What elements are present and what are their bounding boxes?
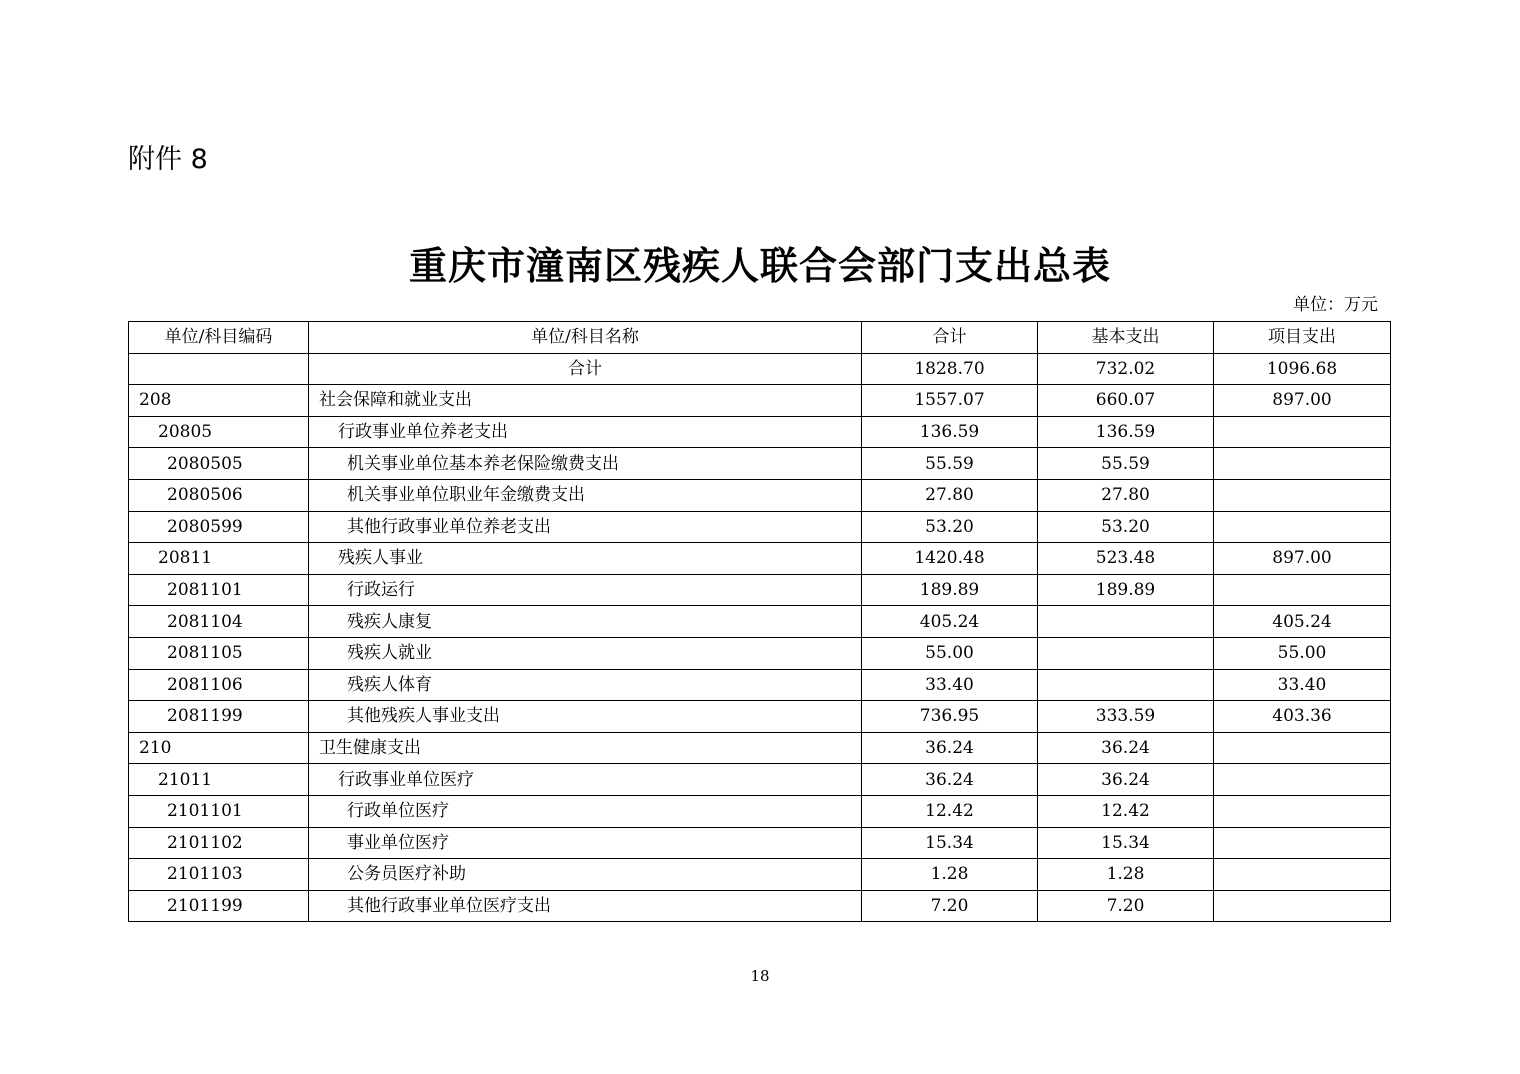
table-row [129,764,1391,796]
total-row-project: 1096.68 [1214,353,1391,385]
table-row [129,574,1391,606]
cell-code: 2101102 [129,827,309,859]
cell-project [1214,827,1391,859]
cell-total: 1.28 [862,859,1038,891]
total-row-total: 1828.70 [862,353,1038,385]
table-row [129,448,1391,480]
cell-name: 残疾人康复 [309,606,862,638]
table-row [129,385,1391,417]
header-basic: 基本支出 [1038,322,1214,354]
cell-basic: 1.28 [1038,859,1214,891]
table-row [129,511,1391,543]
cell-code: 2101199 [129,890,309,922]
cell-name: 卫生健康支出 [309,732,862,764]
cell-basic: 136.59 [1038,416,1214,448]
cell-code: 21011 [129,764,309,796]
cell-basic: 12.42 [1038,795,1214,827]
cell-project [1214,890,1391,922]
cell-project [1214,448,1391,480]
table-row [129,543,1391,575]
cell-basic: 15.34 [1038,827,1214,859]
cell-total: 136.59 [862,416,1038,448]
cell-code: 2080505 [129,448,309,480]
cell-total: 55.00 [862,637,1038,669]
cell-total: 15.34 [862,827,1038,859]
total-row-code [129,353,309,385]
cell-name: 行政事业单位医疗 [309,764,862,796]
cell-name: 机关事业单位职业年金缴费支出 [309,479,862,511]
cell-project: 403.36 [1214,701,1391,733]
document-title: 重庆市潼南区残疾人联合会部门支出总表 [408,243,1111,288]
cell-total: 736.95 [862,701,1038,733]
table-row [129,701,1391,733]
cell-name: 社会保障和就业支出 [309,385,862,417]
table-row [129,606,1391,638]
cell-total: 1557.07 [862,385,1038,417]
attachment-label: 附件 8 [128,144,208,175]
table-row [129,637,1391,669]
cell-project: 33.40 [1214,669,1391,701]
cell-name: 其他行政事业单位医疗支出 [309,890,862,922]
header-total: 合计 [862,322,1038,354]
cell-project: 897.00 [1214,543,1391,575]
cell-name: 事业单位医疗 [309,827,862,859]
cell-total: 7.20 [862,890,1038,922]
table-row [129,416,1391,448]
cell-code: 2081104 [129,606,309,638]
cell-basic: 7.20 [1038,890,1214,922]
cell-basic: 27.80 [1038,479,1214,511]
cell-basic: 660.07 [1038,385,1214,417]
cell-code: 2081199 [129,701,309,733]
table-row [129,479,1391,511]
cell-total: 36.24 [862,732,1038,764]
cell-total: 1420.48 [862,543,1038,575]
header-project: 项目支出 [1214,322,1391,354]
cell-total: 36.24 [862,764,1038,796]
page-number: 18 [750,967,770,985]
cell-name: 行政单位医疗 [309,795,862,827]
cell-name: 公务员医疗补助 [309,859,862,891]
unit-note: 单位：万元 [1293,295,1378,315]
cell-basic [1038,669,1214,701]
expense-table [128,321,1391,922]
cell-project: 897.00 [1214,385,1391,417]
cell-total: 27.80 [862,479,1038,511]
header-row [129,322,1391,354]
cell-code: 2081105 [129,637,309,669]
table-body [129,353,1391,922]
cell-basic: 36.24 [1038,732,1214,764]
cell-code: 2080599 [129,511,309,543]
cell-total: 33.40 [862,669,1038,701]
cell-code: 2081101 [129,574,309,606]
cell-name: 其他行政事业单位养老支出 [309,511,862,543]
cell-total: 405.24 [862,606,1038,638]
cell-code: 2081106 [129,669,309,701]
total-row-name: 合计 [309,353,862,385]
total-row-basic: 732.02 [1038,353,1214,385]
cell-name: 残疾人事业 [309,543,862,575]
header-name: 单位/科目名称 [309,322,862,354]
header-code: 单位/科目编码 [129,322,309,354]
cell-project [1214,416,1391,448]
cell-code: 2101101 [129,795,309,827]
cell-project: 405.24 [1214,606,1391,638]
table-row [129,827,1391,859]
table-row [129,669,1391,701]
cell-name: 残疾人就业 [309,637,862,669]
cell-basic: 333.59 [1038,701,1214,733]
cell-code: 2101103 [129,859,309,891]
cell-project [1214,479,1391,511]
cell-basic [1038,637,1214,669]
cell-total: 55.59 [862,448,1038,480]
cell-project [1214,732,1391,764]
cell-code: 210 [129,732,309,764]
cell-name: 行政运行 [309,574,862,606]
cell-code: 2080506 [129,479,309,511]
cell-name: 机关事业单位基本养老保险缴费支出 [309,448,862,480]
cell-basic: 189.89 [1038,574,1214,606]
table-header [129,322,1391,354]
cell-basic: 36.24 [1038,764,1214,796]
cell-project [1214,795,1391,827]
cell-basic: 53.20 [1038,511,1214,543]
total-row [129,353,1391,385]
cell-basic [1038,606,1214,638]
cell-basic: 523.48 [1038,543,1214,575]
cell-total: 53.20 [862,511,1038,543]
cell-project [1214,859,1391,891]
cell-name: 其他残疾人事业支出 [309,701,862,733]
cell-basic: 55.59 [1038,448,1214,480]
cell-project [1214,764,1391,796]
cell-project [1214,511,1391,543]
cell-name: 残疾人体育 [309,669,862,701]
table-row [129,732,1391,764]
cell-code: 20811 [129,543,309,575]
cell-name: 行政事业单位养老支出 [309,416,862,448]
cell-total: 12.42 [862,795,1038,827]
cell-total: 189.89 [862,574,1038,606]
cell-code: 208 [129,385,309,417]
cell-project: 55.00 [1214,637,1391,669]
table-row [129,795,1391,827]
table-row [129,859,1391,891]
table-row [129,890,1391,922]
cell-code: 20805 [129,416,309,448]
cell-project [1214,574,1391,606]
